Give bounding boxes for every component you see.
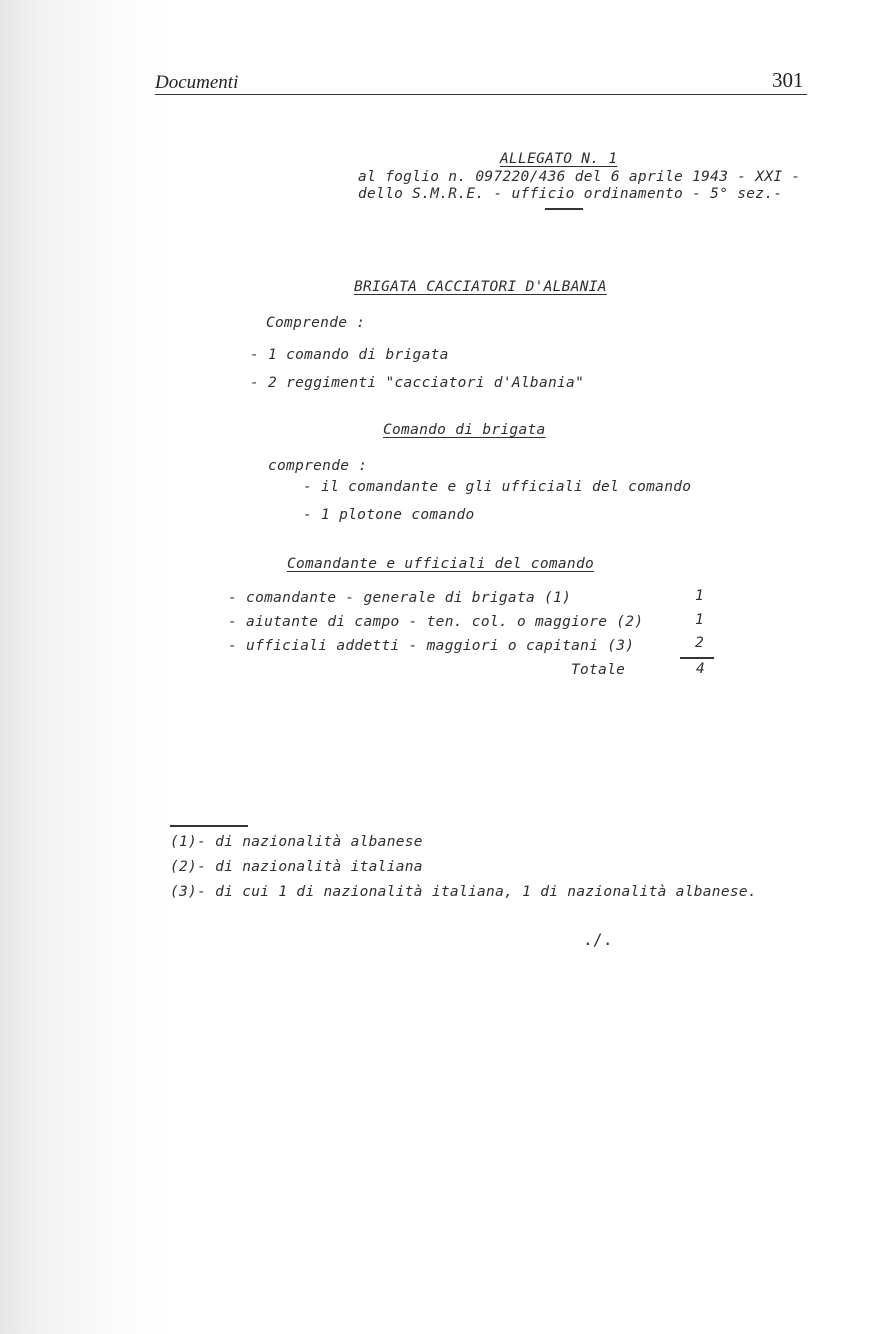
brigata-heading: BRIGATA CACCIATORI D'ALBANIA xyxy=(354,279,607,295)
comando-intro: comprende : xyxy=(268,458,368,474)
ufficiali-row-label: - ufficiali addetti - maggiori o capitani (3) xyxy=(228,638,635,654)
page-number: 301 xyxy=(772,68,804,92)
footnote: (3)- di cui 1 di nazionalità italiana, 1 di nazionalità albanese. xyxy=(170,884,757,900)
section-title: Documenti xyxy=(155,72,239,93)
ufficiali-row-value: 1 xyxy=(694,588,704,604)
allegato-line-1: al foglio n. 097220/436 del 6 aprile 1943 - XXI - xyxy=(358,169,801,185)
total-label: Totale xyxy=(571,662,626,678)
ufficiali-heading: Comandante e ufficiali del comando xyxy=(287,556,595,572)
brigata-item: - 2 reggimenti "cacciatori d'Albania" xyxy=(250,375,585,391)
ufficiali-row-value: 2 xyxy=(694,635,704,651)
footnote-rule xyxy=(170,825,248,827)
comando-item: - 1 plotone comando xyxy=(303,507,475,523)
comando-heading: Comando di brigata xyxy=(383,422,546,438)
total-rule xyxy=(680,657,714,659)
comando-item: - il comandante e gli ufficiali del comando xyxy=(303,479,692,495)
ufficiali-row-label: - comandante - generale di brigata (1) xyxy=(228,590,572,606)
allegato-title: ALLEGATO N. 1 xyxy=(500,151,618,167)
ufficiali-row-label: - aiutante di campo - ten. col. o maggiore (2) xyxy=(228,614,644,630)
footnote: (1)- di nazionalità albanese xyxy=(170,834,423,850)
brigata-item: - 1 comando di brigata xyxy=(250,347,449,363)
allegato-mark xyxy=(545,208,583,210)
ufficiali-row-value: 1 xyxy=(694,612,704,628)
brigata-intro: Comprende : xyxy=(266,315,366,331)
footnote: (2)- di nazionalità italiana xyxy=(170,859,423,875)
continuation-mark: ./. xyxy=(583,930,613,949)
header-rule xyxy=(155,94,807,95)
allegato-line-2: dello S.M.R.E. - ufficio ordinamento - 5° sez.- xyxy=(358,186,783,202)
total-value: 4 xyxy=(695,661,705,677)
